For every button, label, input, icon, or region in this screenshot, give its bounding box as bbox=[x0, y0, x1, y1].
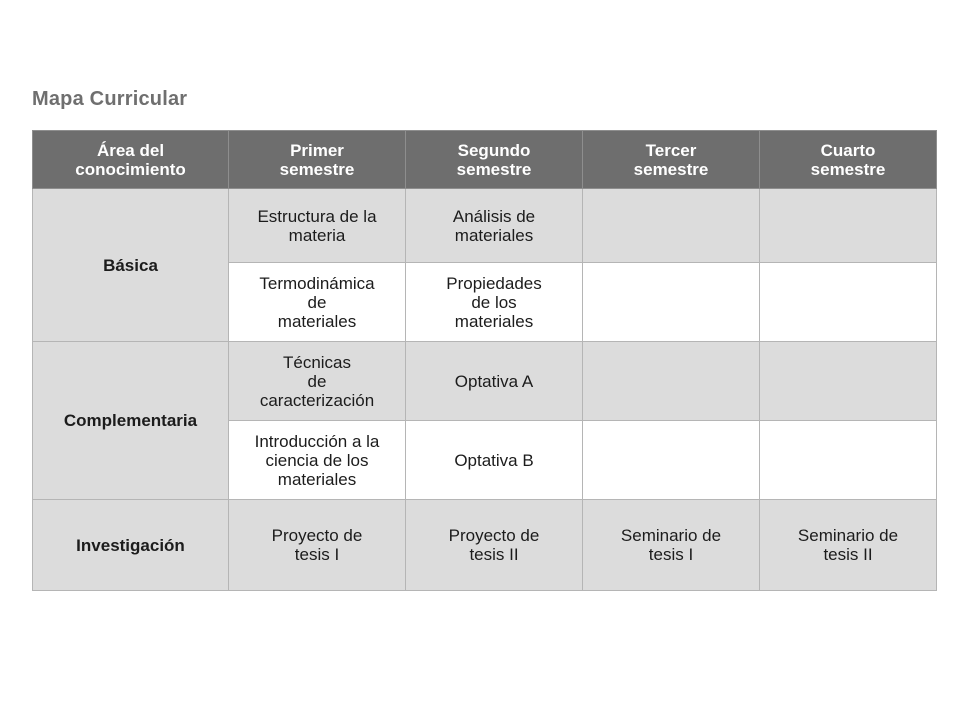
header-fourth-semester: Cuarto semestre bbox=[760, 131, 937, 189]
table-header-row bbox=[33, 131, 937, 189]
header-third-semester: Tercer semestre bbox=[583, 131, 760, 189]
page-title: Mapa Curricular bbox=[32, 88, 188, 110]
table-cell-empty bbox=[583, 342, 760, 421]
table-cell: Propiedades de los materiales bbox=[406, 263, 583, 342]
table-cell-empty bbox=[760, 342, 937, 421]
table-cell: Análisis de materiales bbox=[406, 189, 583, 263]
table-cell: Seminario de tesis II bbox=[760, 500, 937, 591]
curriculum-table bbox=[32, 130, 937, 591]
table-row bbox=[33, 189, 937, 263]
table-cell: Seminario de tesis I bbox=[583, 500, 760, 591]
area-basica: Básica bbox=[33, 189, 229, 342]
table-row bbox=[33, 500, 937, 591]
table-cell: Introducción a la ciencia de los materiales bbox=[229, 421, 406, 500]
table-cell: Estructura de la materia bbox=[229, 189, 406, 263]
area-complementaria: Complementaria bbox=[33, 342, 229, 500]
table-cell-empty bbox=[583, 189, 760, 263]
table-cell: Termodinámica de materiales bbox=[229, 263, 406, 342]
table-cell: Proyecto de tesis II bbox=[406, 500, 583, 591]
table-cell-empty bbox=[760, 263, 937, 342]
table-cell: Optativa A bbox=[406, 342, 583, 421]
table-cell-empty bbox=[760, 421, 937, 500]
table-cell-empty bbox=[760, 189, 937, 263]
header-first-semester: Primer semestre bbox=[229, 131, 406, 189]
table-cell-empty bbox=[583, 263, 760, 342]
header-area: Área del conocimiento bbox=[33, 131, 229, 189]
table-cell-empty bbox=[583, 421, 760, 500]
table-cell: Optativa B bbox=[406, 421, 583, 500]
table-cell: Proyecto de tesis I bbox=[229, 500, 406, 591]
header-second-semester: Segundo semestre bbox=[406, 131, 583, 189]
area-investigacion: Investigación bbox=[33, 500, 229, 591]
table-row bbox=[33, 342, 937, 421]
table-cell: Técnicas de caracterización bbox=[229, 342, 406, 421]
